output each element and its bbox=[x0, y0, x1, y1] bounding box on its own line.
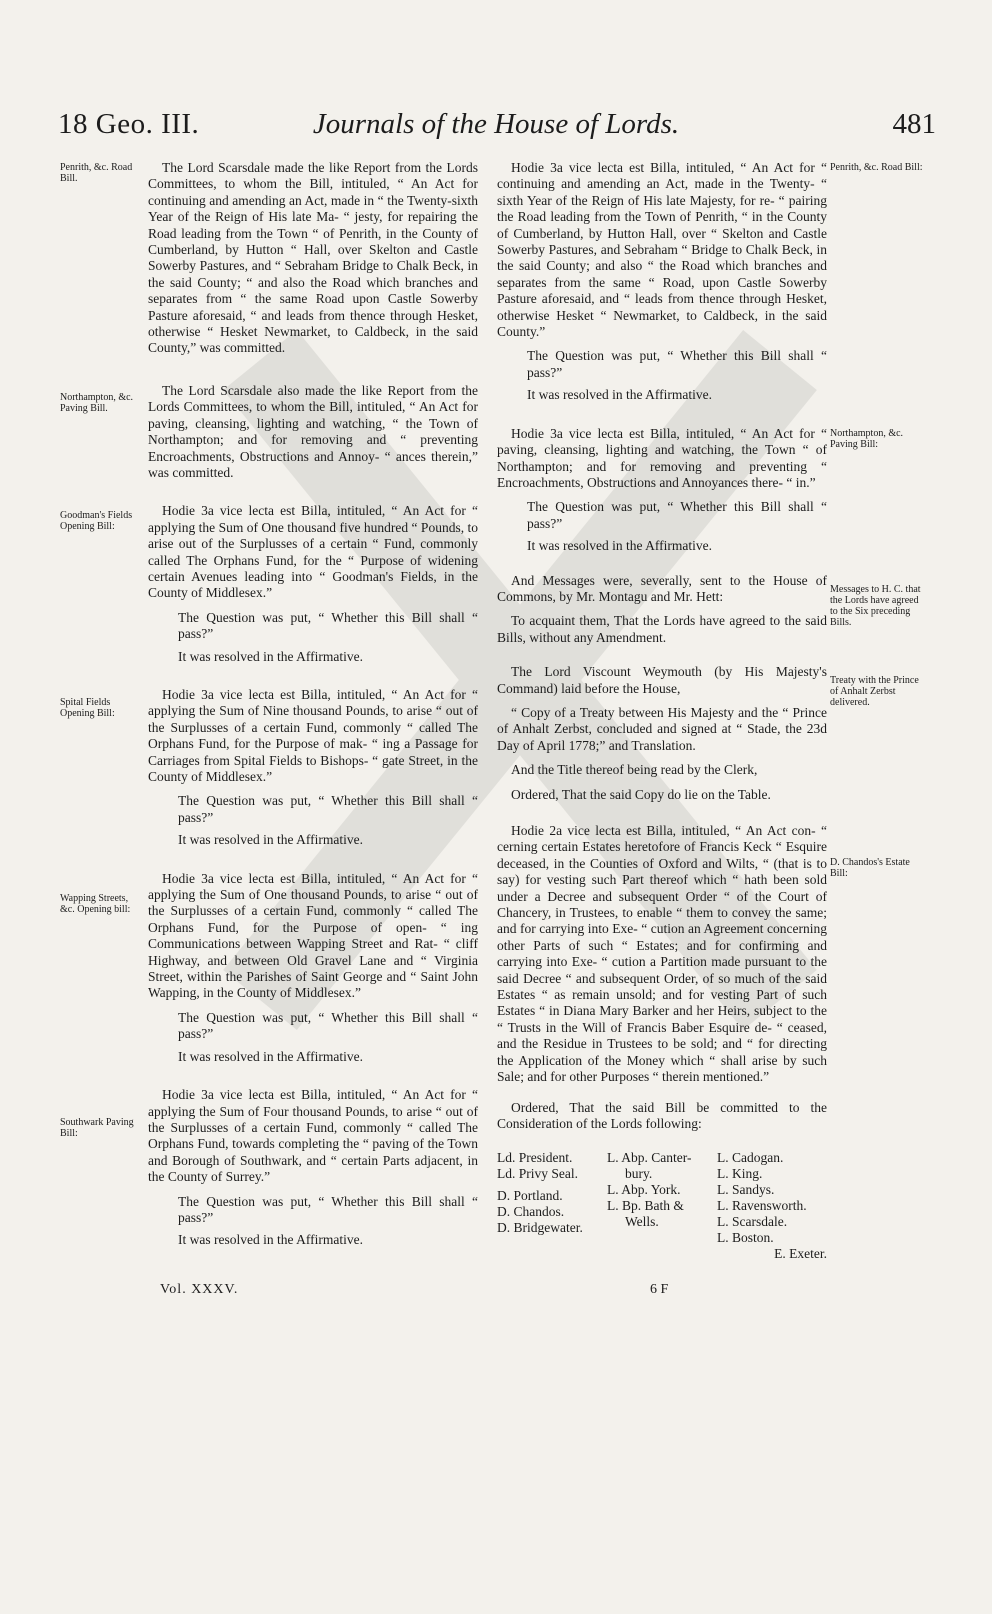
lord-name: Wells. bbox=[625, 1214, 659, 1230]
entry-text: Hodie 3a vice lecta est Billa, intituled, “ An Act for “ applying the Sum of Nine thousand Pounds, to arise “ out of the Surplusses of a certain Fund, commonly “ called The Orphans Fund, for the Purpose of mak- “ ing a Passage for Carriages from Spital Fields to Bishops- “ gate Street, in the County of Middlesex.” bbox=[148, 686, 478, 784]
margin-note-right: Treaty with the Prince of Anhalt Zerbst delivered. bbox=[830, 675, 919, 708]
margin-note-left: Goodman's Fields Opening Bill: bbox=[60, 510, 133, 532]
entry-text: “ Copy of a Treaty between His Majesty and the “ Prince of Anhalt Zerbst, concluded and signed at “ Stade, the 23d Day of April 1778;” and Translation. bbox=[497, 704, 827, 753]
entry-text: The Lord Viscount Weymouth (by His Majesty's Command) laid before the House, bbox=[497, 664, 827, 696]
lord-name: Ld. Privy Seal. bbox=[497, 1166, 578, 1182]
entry-southwark-paving bbox=[148, 1087, 478, 1249]
volume-label: Vol. XXXV. bbox=[160, 1282, 239, 1297]
lord-name: D. Chandos. bbox=[497, 1204, 565, 1220]
resolution-text: It was resolved in the Affirmative. bbox=[178, 1048, 363, 1064]
entry-text: Hodie 3a vice lecta est Billa, intituled, “ An Act for “ paving, cleansing, lighting and watching, the Town “ of Northampton; and for removing and preventing “ Encroachments, Obstructions and Annoyances there- “ in.” bbox=[497, 425, 827, 490]
margin-note-left: Penrith, &c. Road Bill. bbox=[60, 162, 133, 184]
margin-note-right: Penrith, &c. Road Bill: bbox=[830, 162, 923, 173]
margin-note-left: Spital Fields Opening Bill: bbox=[60, 697, 115, 719]
margin-note-left: Northampton, &c. Paving Bill. bbox=[60, 392, 134, 414]
lord-name: L. Abp. York. bbox=[607, 1182, 681, 1198]
entry-text: Hodie 3a vice lecta est Billa, intituled, “ An Act for “ continuing and amending an Act, made in the Twenty- “ sixth Year of the Reign of His late Majesty, for re- “ pairing the Road leading from the Town of Penrith, “ in the County of Cumberland, by Hutton Hall, over “ Skelton and Castle Sowerby Pastures, and Sebraham “ Bridge to Chalk Beck, in the said County; and also “ the Road which branches and separates from the same “ Road, upon Castle Sowerby Pasture aforesaid, and “ leads from thence through Hesket, otherwise Hesket “ Newmarket, to Caldbeck, in the said County.” bbox=[497, 160, 827, 340]
lord-name: L. Bp. Bath & bbox=[607, 1198, 684, 1214]
entry-chandos-estate bbox=[497, 823, 827, 1132]
question-text: The Question was put, “ Whether this Bill shall “ pass?” bbox=[178, 793, 478, 825]
lords-list-column bbox=[717, 1150, 827, 1262]
lords-committee-list bbox=[497, 1150, 827, 1262]
entry-northampton-report bbox=[148, 383, 478, 481]
lord-name: L. King. bbox=[717, 1166, 763, 1182]
regnal-year: 18 Geo. III. bbox=[58, 108, 200, 140]
question-text: The Question was put, “ Whether this Bill shall “ pass?” bbox=[178, 1193, 478, 1225]
margin-note-left: Southwark Paving Bill: bbox=[60, 1117, 134, 1139]
resolution-text: It was resolved in the Affirmative. bbox=[178, 832, 363, 848]
margin-note-right: Northampton, &c. Paving Bill: bbox=[830, 428, 904, 450]
right-column bbox=[497, 160, 827, 1262]
resolution-text: It was resolved in the Affirmative. bbox=[527, 538, 712, 554]
margin-note-right: Messages to H. C. that the Lords have agreed to the Six preceding Bills. bbox=[830, 584, 921, 628]
entry-text: The Lord Scarsdale made the like Report from the Lords Committees, to whom the Bill, intituled, “ An Act for continuing and amending an Act, made in “ the Twenty-sixth Year of the Reign of His late Ma- “ jesty, for repairing the Road leading from the Town “ of Penrith, in the County of Cumberland, by Hutton “ Hall, over Skelton and Castle Sowerby Pastures, and “ Sebraham Bridge to Chalk Beck, in the said County; “ and also the Road which branches and separates from “ the same Road upon Castle Sowerby Pasture aforesaid, “ and leads from thence through Hesket, otherwise “ Hesket Newmarket, to Caldbeck, in the said County,” was committed. bbox=[148, 160, 478, 356]
left-column bbox=[148, 160, 478, 1267]
question-text: The Question was put, “ Whether this Bill shall “ pass?” bbox=[178, 609, 478, 642]
lord-name: Ld. President. bbox=[497, 1150, 573, 1166]
question-text: The Question was put, “ Whether this Bill shall “ pass?” bbox=[527, 348, 827, 380]
lord-name: L. Cadogan. bbox=[717, 1150, 784, 1166]
entry-text: Hodie 3a vice lecta est Billa, intituled, “ An Act for “ applying the Sum of One thousand five hundred “ Pounds, to arise out of the Surplusses of a certain “ Fund, commonly called The Orphans Fund, for the “ Purpose of widening certain Avenues leading into “ Goodman's Fields, in the County of Middlesex.” bbox=[148, 503, 478, 601]
resolution-text: It was resolved in the Affirmative. bbox=[178, 648, 363, 664]
entry-treaty bbox=[497, 664, 827, 803]
entry-northampton-third-reading bbox=[497, 426, 827, 555]
lord-name: bury. bbox=[625, 1166, 653, 1182]
entry-text: And the Title thereof being read by the Clerk, bbox=[511, 762, 758, 778]
resolution-text: It was resolved in the Affirmative. bbox=[527, 387, 712, 403]
resolution-text: It was resolved in the Affirmative. bbox=[178, 1232, 363, 1248]
page-header bbox=[0, 108, 992, 148]
entry-text: The Lord Scarsdale also made the like Report from the Lords Committees, to whom the Bill, intituled, “ An Act for paving, cleansing, lighting and watching, “ the Town of Northampton; and for removing and “ preventing Encroachments, Obstructions and Annoy- “ ances therein,” was committed. bbox=[148, 382, 478, 480]
entry-spital-fields bbox=[148, 687, 478, 849]
journal-title: Journals of the House of Lords. bbox=[312, 108, 680, 140]
question-text: The Question was put, “ Whether this Bill shall “ pass?” bbox=[527, 499, 827, 531]
lord-name: L. Ravensworth. bbox=[717, 1198, 807, 1214]
entry-text: Hodie 3a vice lecta est Billa, intituled, “ An Act for “ applying the Sum of Four thousand Pounds, to arise “ out of the Surplusses of a certain Fund, commonly “ called The Orphans Fund, towards completing the “ paving of the Town and Borough of Southwark, and “ certain Parts adjacent, in the County of Surrey.” bbox=[148, 1087, 478, 1185]
lord-name: E. Exeter. bbox=[774, 1246, 827, 1262]
lord-name: L. Scarsdale. bbox=[717, 1214, 788, 1230]
margin-note-right: D. Chandos's Estate Bill: bbox=[830, 857, 910, 879]
entry-text: And Messages were, severally, sent to the House of Commons, by Mr. Montagu and Mr. Hett: bbox=[497, 572, 827, 604]
order-text: Ordered, That the said Copy do lie on the Table. bbox=[511, 786, 771, 802]
margin-note-left: Wapping Streets, &c. Opening bill: bbox=[60, 893, 131, 915]
entry-penrith-third-reading bbox=[497, 160, 827, 404]
entry-messages bbox=[497, 573, 827, 647]
entry-text: Hodie 3a vice lecta est Billa, intituled, “ An Act for “ applying the Sum of One thousand Pounds, to arise “ out of the Surplusses of a certain Fund, commonly “ called The Orphans Fund, for the Purpose of open- “ ing Communications between Wapping Street and Rat- “ cliff Highway, and between Old Gravel Lane and “ Virginia Street, within the Parishes of Saint George and “ Saint John Wapping, in the County of Middlesex.” bbox=[148, 870, 478, 1001]
lord-name: D. Bridgewater. bbox=[497, 1220, 583, 1236]
signature-mark: 6 F bbox=[650, 1282, 669, 1297]
lords-list-column bbox=[607, 1150, 717, 1262]
lord-name: L. Abp. Canter- bbox=[607, 1150, 692, 1166]
lord-name: D. Portland. bbox=[497, 1188, 563, 1204]
entry-goodmans-fields bbox=[148, 503, 478, 665]
page-number: 481 bbox=[892, 108, 936, 140]
lord-name: L. Sandys. bbox=[717, 1182, 775, 1198]
entry-wapping-streets bbox=[148, 871, 478, 1065]
entry-text: Hodie 2a vice lecta est Billa, intituled, “ An Act con- “ cerning certain Estates heretofore of Francis Keck “ Esquire deceased, in the Counties of Oxford and Wilts, “ (that is to say) for vesting such Part thereof which “ hath been sold under a Decree and subsequent Order “ of the Court of Chancery, in Trustees, to enable “ them to convey the same; and for carrying into Exe- “ cution an Agreement concerning other Parts of such “ Estates; and for confirming and carrying into Exe- “ cution a Partition made pursuant to the said Decree “ and subsequent Order, of so much of the said Estates “ as remain unsold; and for vesting Part of such Estates “ in Diana Mary Barker and her Heirs, subject to the “ Trusts in the Will of Francis Baber Esquire de- “ ceased, and the Residue in Trustees to be sold; and “ for directing the Application of the Money which “ shall arise by such Sale; and for other Purposes “ therein mentioned.” bbox=[497, 823, 827, 1085]
lords-list-column bbox=[497, 1150, 607, 1262]
order-text: Ordered, That the said Bill be committed to the Consideration of the Lords following: bbox=[497, 1099, 827, 1131]
entry-penrith-report bbox=[148, 160, 478, 357]
question-text: The Question was put, “ Whether this Bill shall “ pass?” bbox=[178, 1009, 478, 1042]
entry-text: To acquaint them, That the Lords have agreed to the said Bills, without any Amendment. bbox=[497, 613, 827, 645]
lord-name: L. Boston. bbox=[717, 1230, 774, 1246]
